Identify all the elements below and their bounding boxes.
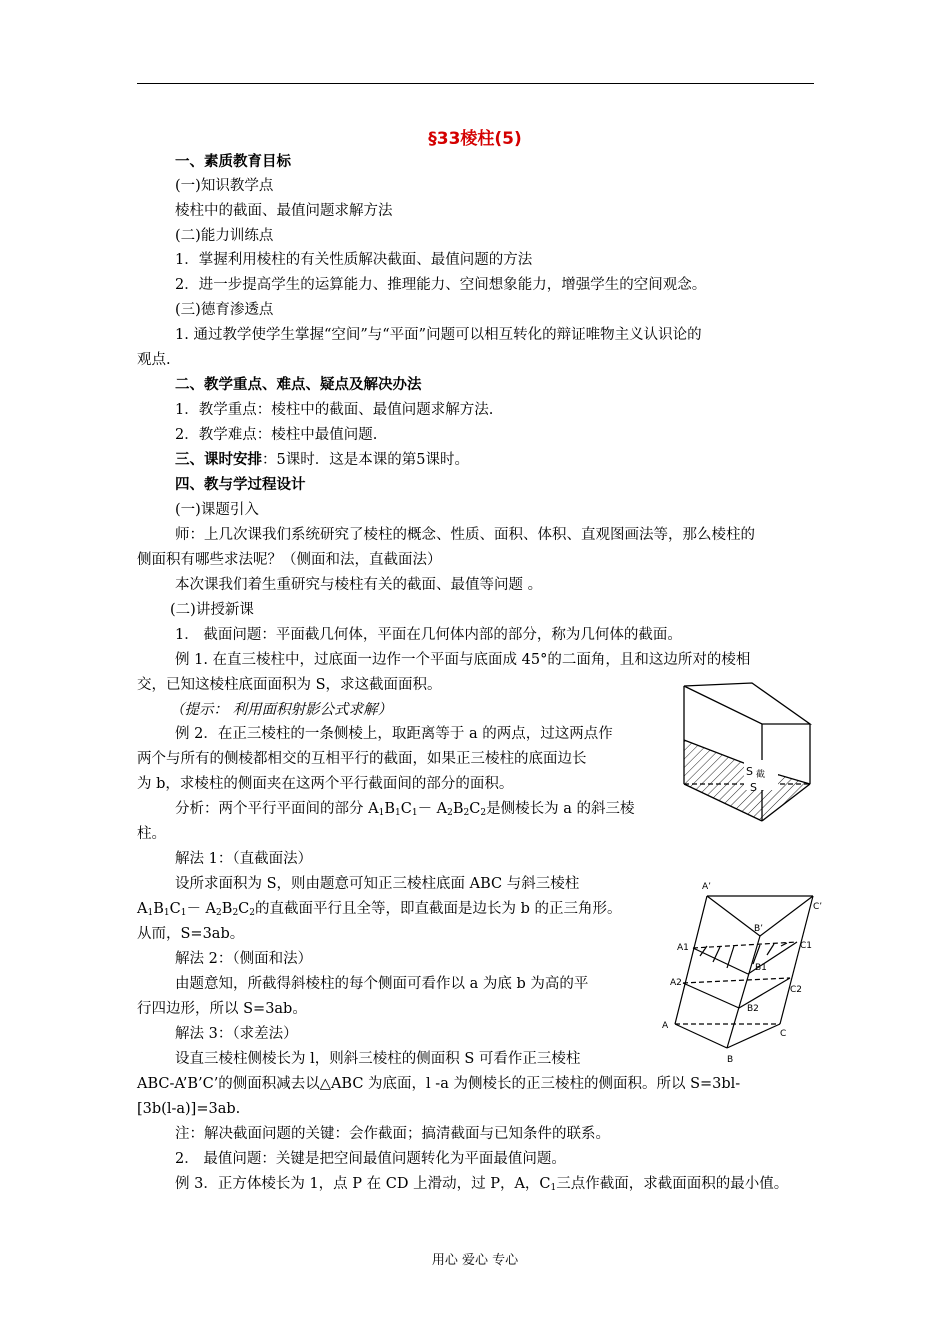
text-line: 棱柱中的截面、最值问题求解方法 — [175, 203, 393, 219]
heading-1: 一、素质教育目标 — [175, 154, 291, 170]
header-rule — [137, 83, 814, 84]
text-line: 1. 通过教学使学生掌握“空间”与“平面”问题可以相互转化的辩证唯物主义认识论的 — [175, 327, 702, 343]
fig1-label-cut: 截 — [756, 770, 766, 780]
text-line: $A_1B_1C_1- A_2B_2C_2$的直截面平行且全等，即直截面是边长为 b 的正三角形。 — [137, 901, 622, 918]
fig2-label-b2: B2 — [747, 1004, 759, 1014]
text-line: 1．教学重点：棱柱中的截面、最值问题求解方法. — [175, 402, 494, 418]
text-line: 2．进一步提高学生的运算能力、推理能力、空间想象能力，增强学生的空间观念。 — [175, 277, 707, 293]
text-line: 1． 截面问题：平面截几何体，平面在几何体内部的部分，称为几何体的截面。 — [175, 627, 682, 643]
text-line: 师：上几次课我们系统研究了棱柱的概念、性质、面积、体积、直观图画法等，那么棱柱的 — [175, 527, 755, 543]
text-line: 由题意知，所截得斜棱柱的每个侧面可看作以 a 为底 b 为高的平 — [175, 976, 589, 992]
analysis: 分析：两个平行平面间的部分 $A_1B_1C_1- A_2B_2C_2$是侧棱长为 a 的斜三棱 — [175, 801, 635, 818]
heading-3-label: 三、课时安排 — [175, 452, 262, 468]
text-line: 2．教学难点：棱柱中最值问题. — [175, 427, 378, 443]
prism-figure-2 — [655, 878, 830, 1073]
example-2: 例 2．在正三棱柱的一条侧棱上，取距离等于 a 的两点，过这两点作 — [175, 726, 613, 742]
fig2-label-a1: A1 — [677, 943, 689, 953]
solution-3: 解法 3：（求差法） — [175, 1026, 298, 1042]
fig2-label-b: B — [727, 1055, 734, 1065]
text-line: 观点. — [137, 352, 171, 368]
heading-3 — [175, 450, 469, 470]
text-line: 2． 最值问题：关键是把空间最值问题转化为平面最值问题。 — [175, 1151, 566, 1167]
text-line: 侧面积有哪些求法呢？（侧面和法，直截面法） — [137, 552, 442, 568]
example-1: 例 1. 在直三棱柱中，过底面一边作一个平面与底面成 45°的二面角，且和这边所对的棱相 — [175, 652, 751, 668]
solution-2: 解法 2：（侧面和法） — [175, 951, 313, 967]
fig2-label-a: A — [662, 1021, 669, 1031]
fig2-label-c: C — [780, 1029, 787, 1039]
fig2-label-b1: B1 — [755, 963, 767, 973]
subheading-3: (三)德育渗透点 — [175, 302, 274, 318]
text-line: 两个与所有的侧棱都相交的互相平行的截面，如果正三棱柱的底面边长 — [137, 751, 587, 767]
text-line: [3b(l-a)]=3ab. — [137, 1101, 241, 1117]
fig2-label-a2: A2 — [670, 978, 682, 988]
text-line: 为 b，求棱柱的侧面夹在这两个平行截面间的部分的面积。 — [137, 776, 514, 792]
fig1-label-s: S — [746, 765, 753, 778]
text-line: 行四边形，所以 S=3ab。 — [137, 1001, 307, 1017]
subheading-intro: (一)课题引入 — [175, 502, 259, 518]
fig2-label-a-prime: A’ — [702, 882, 712, 892]
solution-1: 解法 1：（直截面法） — [175, 851, 313, 867]
text-line: 交，已知这棱柱底面面积为 S，求这截面面积。 — [137, 677, 442, 693]
subheading-2: (二)能力训练点 — [175, 228, 274, 244]
page-footer: 用心 爱心 专心 — [431, 1253, 519, 1268]
text-line: 设直三棱柱侧棱长为 l，则斜三棱柱的侧面积 S 可看作正三棱柱 — [175, 1051, 581, 1067]
fig2-label-c1: C1 — [800, 941, 813, 951]
heading-2: 二、教学重点、难点、疑点及解决办法 — [175, 377, 422, 393]
subheading-1: (一)知识教学点 — [175, 178, 274, 194]
text-line: 本次课我们着生重研究与棱柱有关的截面、最值等问题 。 — [175, 577, 543, 593]
text-line: 柱。 — [137, 826, 166, 842]
note: 注：解决截面问题的关键：会作截面；搞清截面与已知条件的联系。 — [175, 1126, 610, 1142]
hint: （提示： 利用面积射影公式求解） — [170, 702, 393, 718]
text-line: 设所求面积为 S，则由题意可知正三棱柱底面 ABC 与斜三棱柱 — [175, 876, 580, 892]
subheading-new: (二)讲授新课 — [170, 602, 254, 618]
heading-3-text: ：5课时．这是本课的第5课时。 — [262, 452, 469, 468]
fig2-label-c2: C2 — [790, 985, 803, 995]
prism-figure-1 — [678, 680, 818, 828]
fig2-label-b-prime: B’ — [754, 924, 764, 934]
fig1-label-s-base: S — [750, 781, 757, 794]
heading-4: 四、教与学过程设计 — [175, 477, 306, 493]
example-3: 例 3．正方体棱长为 1，点 P 在 CD 上滑动，过 P，A，$C_1$三点作截面，求截面面积的最小值。 — [175, 1176, 789, 1193]
text-line: 1．掌握利用棱柱的有关性质解决截面、最值问题的方法 — [175, 252, 533, 268]
text-line: 从而，S=3ab。 — [137, 926, 245, 942]
doc-title: §33棱柱(5) — [428, 129, 522, 149]
text-line: ABC-A’B’C’的侧面积减去以△ABC 为底面，l -a 为侧棱长的正三棱柱的侧面积。所以 S=3bl- — [137, 1076, 741, 1092]
fig2-label-c-prime: C’ — [813, 902, 823, 912]
